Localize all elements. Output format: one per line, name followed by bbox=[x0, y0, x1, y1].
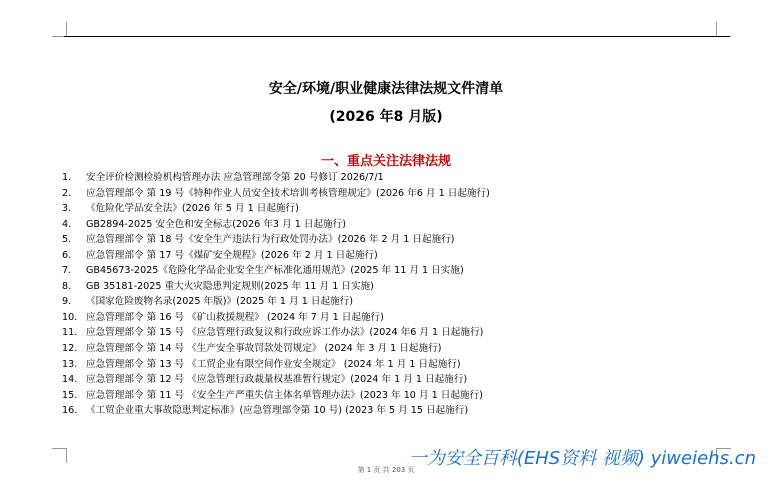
item-number: 8. bbox=[62, 280, 72, 292]
list-item bbox=[62, 263, 762, 279]
item-number: 5. bbox=[62, 234, 72, 246]
regulation-list bbox=[62, 170, 762, 419]
item-number: 1. bbox=[62, 172, 72, 183]
item-number: 7. bbox=[62, 265, 72, 277]
list-item bbox=[62, 248, 762, 264]
page-corner-mark bbox=[52, 22, 67, 37]
list-item bbox=[62, 310, 762, 326]
item-number: 9. bbox=[62, 296, 72, 308]
item-text: 应急管理部令 第 17 号《煤矿安全规程》(2026 年 2 月 1 日起施行) bbox=[86, 249, 378, 261]
list-item bbox=[62, 294, 762, 310]
page-footer: 第 1 页 共 203 页 bbox=[357, 466, 415, 474]
document-edition: (2026 年8 月版) bbox=[329, 109, 443, 125]
list-item bbox=[62, 403, 762, 419]
list-item bbox=[62, 232, 762, 248]
item-number: 4. bbox=[62, 218, 72, 230]
item-text: 应急管理部令 第 11 号 《安全生产严重失信主体名单管理办法》(2023 年 10 月 1 日起施行) bbox=[86, 389, 483, 401]
watermark: 一为安全百科(EHS资料 视频) yiweiehs.cn bbox=[408, 448, 756, 469]
list-item bbox=[62, 388, 762, 404]
item-number: 2. bbox=[62, 187, 72, 199]
item-text: 应急管理部令 第 13 号 《工贸企业有限空间作业安全规定》 (2024 年 1 月 1 日起施行) bbox=[86, 358, 461, 370]
document-title: 安全/环境/职业健康法律法规文件清单 bbox=[268, 81, 504, 97]
list-item bbox=[62, 170, 762, 186]
item-text: 应急管理部令 第 15 号 《应急管理行政复议和行政应诉工作办法》(2024 年6 月 1 日起施行) bbox=[86, 327, 484, 339]
item-number: 13. bbox=[62, 358, 78, 370]
item-text: GB45673-2025《危险化学品企业安全生产标准化通用规范》(2025 年 11 月 1 日实施) bbox=[86, 265, 464, 277]
list-item bbox=[62, 325, 762, 341]
item-text: 应急管理部令 第 12 号 《应急管理行政裁量权基准暂行规定》(2024 年 1 月 1 日起施行) bbox=[86, 374, 468, 386]
list-item bbox=[62, 279, 762, 295]
item-text: 《工贸企业重大事故隐患判定标准》(应急管理部令第 10 号) (2023 年 5 月 15 日起施行) bbox=[86, 405, 469, 417]
item-text: 应急管理部令 第 19 号《特种作业人员安全技术培训考核管理规定》(2026 年6 月 1 日起施行) bbox=[86, 187, 490, 199]
item-number: 3. bbox=[62, 203, 72, 215]
page-corner-mark bbox=[716, 22, 731, 37]
item-number: 6. bbox=[62, 249, 72, 261]
item-text: 安全评价检测检验机构管理办法 应急管理部令第 20 号修订 2026/7/1 bbox=[86, 172, 384, 183]
section-heading: 一、重点关注法律法规 bbox=[320, 154, 451, 169]
item-number: 10. bbox=[62, 311, 78, 323]
item-text: 应急管理部令 第 16 号 《矿山救援规程》 (2024 年 7 月 1 日起施行) bbox=[86, 311, 384, 323]
item-text: 应急管理部令 第 18 号《安全生产违法行为行政处罚办法》(2026 年 2 月 1 日起施行) bbox=[86, 234, 455, 246]
list-item bbox=[62, 357, 762, 373]
item-number: 15. bbox=[62, 389, 78, 401]
item-number: 14. bbox=[62, 374, 78, 386]
list-item bbox=[62, 372, 762, 388]
item-text: 应急管理部令 第 14 号 《生产安全事故罚款处罚规定》 (2024 年 3 月 1 日起施行) bbox=[86, 343, 442, 355]
item-text: GB 35181-2025 重大火灾隐患判定规则(2025 年 11 月 1 日实施) bbox=[86, 280, 374, 292]
list-item bbox=[62, 201, 762, 217]
list-item bbox=[62, 217, 762, 233]
item-number: 12. bbox=[62, 343, 78, 355]
list-item bbox=[62, 186, 762, 202]
item-number: 16. bbox=[62, 405, 78, 417]
item-text: GB2894-2025 安全色和安全标志(2026 年3 月 1 日起施行) bbox=[86, 218, 346, 230]
header-rule bbox=[64, 36, 730, 37]
item-text: 《国家危险废物名录(2025 年版)》(2025 年 1 月 1 日起施行) bbox=[86, 296, 353, 308]
list-item bbox=[62, 341, 762, 357]
page-corner-mark bbox=[52, 448, 67, 463]
item-text: 《危险化学品安全法》(2026 年 5 月 1 日起施行) bbox=[86, 203, 299, 215]
item-number: 11. bbox=[62, 327, 78, 339]
